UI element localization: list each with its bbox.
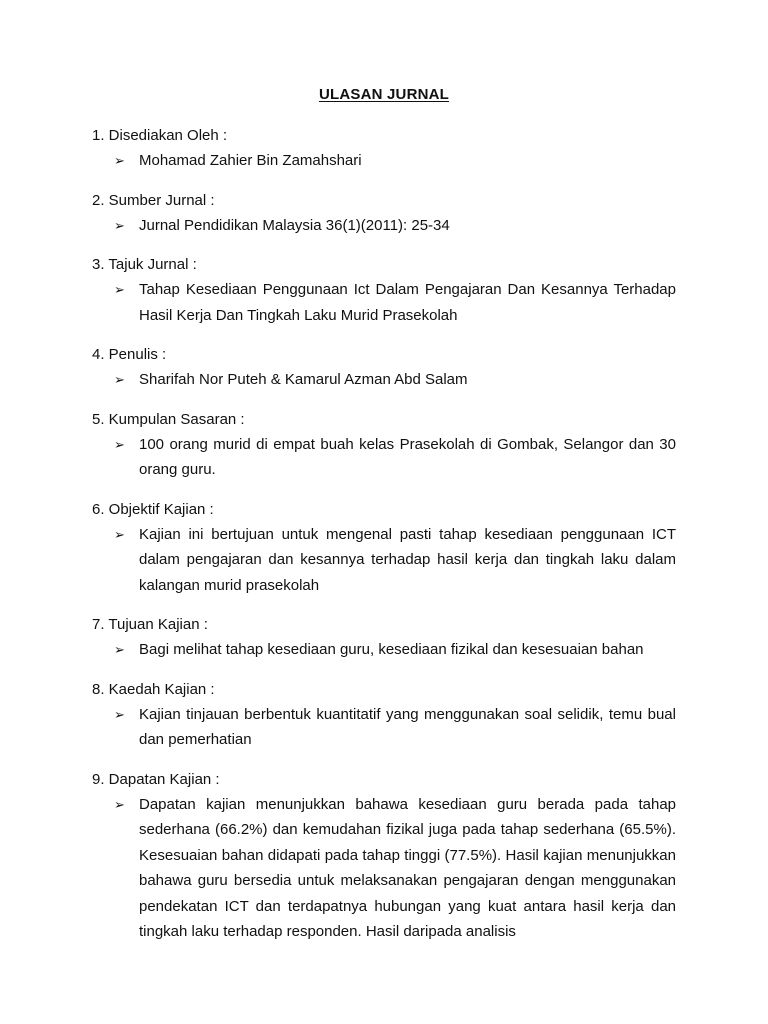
arrow-bullet-icon: ➢: [114, 642, 125, 657]
section-sumber-jurnal: [92, 189, 676, 239]
arrow-bullet-icon: ➢: [114, 217, 125, 233]
arrow-bullet-icon: ➢: [114, 282, 125, 297]
arrow-bullet-icon: ➢: [114, 706, 125, 722]
section-dapatan-kajian: [92, 768, 676, 945]
bullet-text: 100 orang murid di empat buah kelas Prasekolah di Gombak, Selangor dan 30 orang guru.: [139, 435, 676, 478]
bullet-item: [92, 213, 676, 239]
bullet-text: Mohamad Zahier Bin Zamahshari: [139, 152, 362, 169]
bullet-text: Kajian ini bertujuan untuk mengenal pasti tahap kesediaan penggunaan ICT dalam pengajaran dan kesannya terhadap hasil kerja dan tingkah laku dalam kalangan murid prasekolah: [139, 525, 676, 594]
arrow-bullet-icon: ➢: [114, 153, 125, 168]
arrow-bullet-icon: ➢: [114, 526, 125, 542]
section-heading: 3. Tajuk Jurnal :: [92, 256, 197, 273]
bullet-item: [92, 702, 676, 753]
arrow-bullet-icon: ➢: [114, 796, 125, 812]
bullet-text: Dapatan kajian menunjukkan bahawa kesediaan guru berada pada tahap sederhana (66.2%) dan kemudahan fizikal juga pada tahap sederhana (65.5%). Kesesuaian bahan didapati pada tahap tinggi (77.5%). Hasil kajian menunjukkan bahawa guru bersedia untuk melaksanakan pengajaran dengan menggunakan pendekatan ICT dan terdapatnya hubungan yang kuat antara hasil kerja dan tingkah laku terhadap responden. Hasil daripada analisis: [139, 795, 676, 940]
section-heading: 1. Disediakan Oleh :: [92, 127, 228, 144]
section-tajuk-jurnal: [92, 253, 676, 328]
bullet-item: [92, 367, 676, 393]
bullet-text: Sharifah Nor Puteh & Kamarul Azman Abd Salam: [139, 371, 468, 388]
section-heading: 5. Kumpulan Sasaran :: [92, 410, 245, 428]
bullet-item: [92, 432, 676, 483]
arrow-bullet-icon: ➢: [114, 436, 125, 452]
document-content: [92, 124, 676, 960]
bullet-text: Tahap Kesediaan Penggunaan Ict Dalam Pengajaran Dan Kesannya Terhadap Hasil Kerja Dan Tingkah Laku Murid Prasekolah: [139, 281, 676, 324]
section-heading: 7. Tujuan Kajian :: [92, 616, 208, 633]
bullet-item: [92, 637, 676, 663]
section-heading: 4. Penulis :: [92, 346, 167, 363]
section-heading: 2. Sumber Jurnal :: [92, 191, 215, 209]
bullet-item: [92, 792, 676, 945]
section-objektif-kajian: [92, 498, 676, 599]
bullet-item: [92, 277, 676, 328]
section-heading: 8. Kaedah Kajian :: [92, 680, 215, 698]
section-disediakan-oleh: [92, 124, 676, 174]
section-heading: 6. Objektif Kajian :: [92, 500, 214, 518]
bullet-text: Jurnal Pendidikan Malaysia 36(1)(2011): 25-34: [139, 216, 450, 234]
bullet-item: [92, 148, 676, 174]
bullet-item: [92, 522, 676, 599]
bullet-text: Kajian tinjauan berbentuk kuantitatif yang menggunakan soal selidik, temu bual dan pemerhatian: [139, 705, 676, 748]
section-kaedah-kajian: [92, 678, 676, 753]
arrow-bullet-icon: ➢: [114, 372, 125, 387]
page-title: ULASAN JURNAL: [318, 86, 450, 103]
bullet-text: Bagi melihat tahap kesediaan guru, kesediaan fizikal dan kesesuaian bahan: [139, 641, 644, 658]
section-penulis: [92, 343, 676, 393]
section-kumpulan-sasaran: [92, 408, 676, 483]
section-heading: 9. Dapatan Kajian :: [92, 770, 220, 788]
section-tujuan-kajian: [92, 613, 676, 663]
